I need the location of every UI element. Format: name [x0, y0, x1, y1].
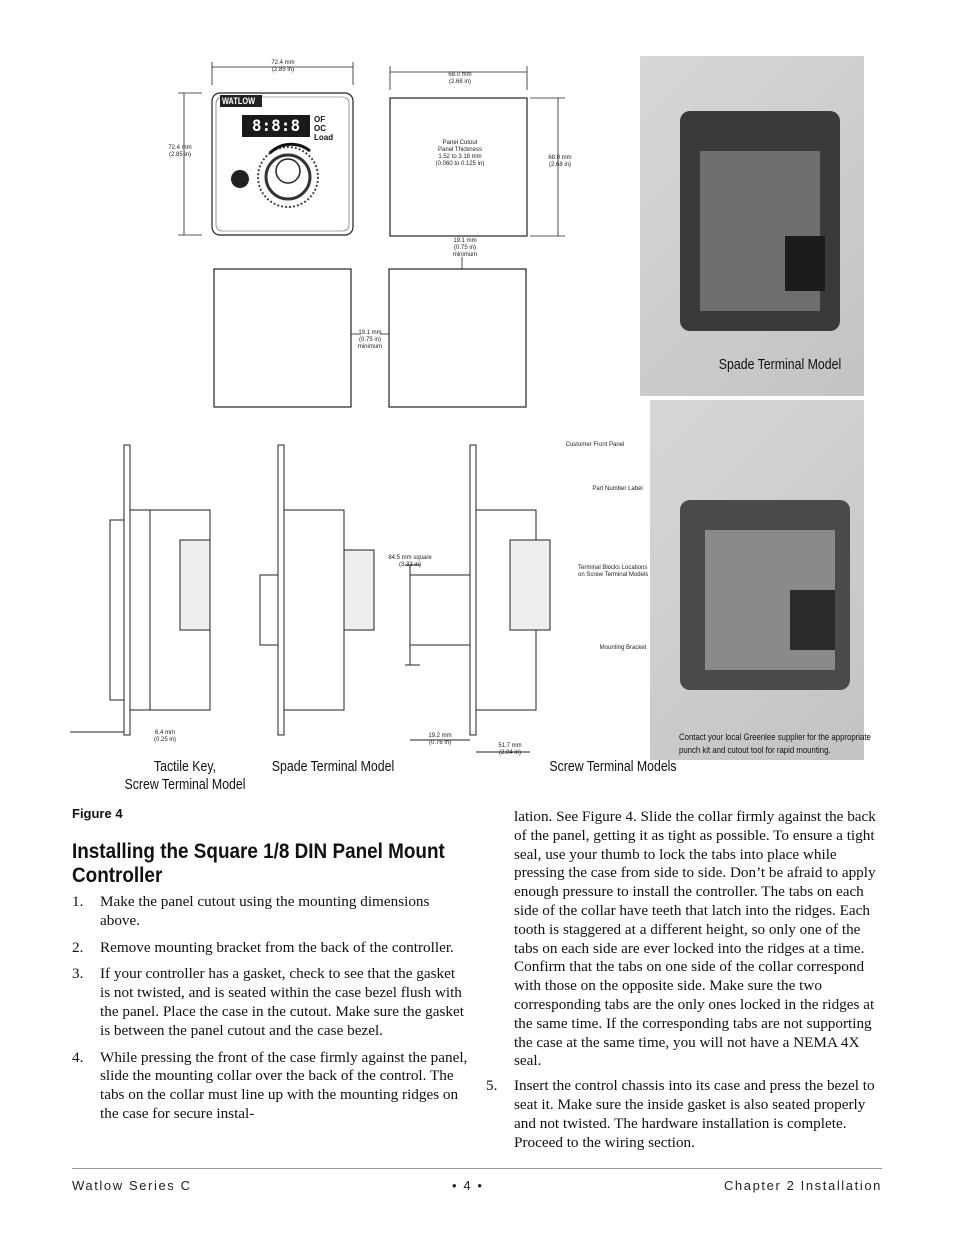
dim-min-spacing-horizontal: 19.1 mm (0.75 in) minimum	[357, 330, 383, 350]
spade-relay	[785, 236, 825, 291]
step-3-text: If your controller has a gasket, check to see that the gasket is not twisted, and is seated within the case bezel flush with the panel. Place the case in the cutout. Make sure the gasket is between the panel cutout and the case bezel.	[100, 965, 464, 1039]
caption-spade-side: Spade Terminal Model	[271, 759, 395, 775]
greenlee-note: Contact your local Greenlee supplier for the appropriate punch kit and cutout tool for rapid mounting.	[679, 732, 871, 756]
footer-right: Chapter 2 Installation	[723, 1178, 882, 1193]
dim-depth-19: 19.2 mm (0.76 in)	[428, 733, 452, 746]
dim-face-height: 72.4 mm (2.85 in)	[168, 145, 192, 158]
panel-cutout-note: Panel Cutout Panel Thickness 1.52 to 3.18 mm (0.060 to 0.125 in)	[435, 140, 485, 167]
step-1: 1. Make the panel cutout using the mounting dimensions above.	[72, 893, 430, 929]
dim-depth-51: 51.7 mm (2.04 in)	[498, 743, 522, 756]
callout-customer-front-panel: Customer Front Panel	[565, 442, 625, 448]
screw-relay	[790, 590, 835, 650]
caption-screw-models: Screw Terminal Models	[549, 759, 677, 775]
dim-tactile-depth: 6.4 mm (0.25 in)	[153, 730, 176, 743]
instructions-left-column	[72, 893, 468, 1132]
dim-min-spacing-vertical: 19.1 mm (0.75 in) minimum	[452, 238, 478, 258]
step-2: 2. Remove mounting bracket from the back of the controller.	[72, 938, 454, 956]
indicator-of: OF	[314, 115, 326, 124]
dim-cutout-width: 68.0 mm (2.68 in)	[448, 72, 472, 85]
step-3: 3. If your controller has a gasket, check to see that the gasket is not twisted, and is seated within the case bezel flush with the panel. Place the case in the cutout. Make sure the gasket is between the panel cutout and the case bezel.	[72, 965, 464, 1039]
indicator-oc: OC	[314, 124, 326, 133]
brand-logo: WATLOW	[222, 96, 256, 106]
footer-page-number: • 4 •	[452, 1178, 484, 1193]
instructions-right-column	[486, 808, 882, 1160]
footer-rule	[72, 1168, 882, 1169]
step-4: 4. While pressing the front of the case firmly against the panel, slide the mounting collar over the back of the control. The tabs on the collar must line up with the mounting ridges on the case for secure instal-	[72, 1048, 468, 1122]
callout-terminal-blocks: Terminal Blocks Locations on Screw Terminal Models	[578, 565, 649, 578]
dim-face-width: 72.4 mm (2.85 in)	[271, 60, 295, 73]
callout-part-number-label: Part Number Label	[592, 486, 643, 492]
step-1-text: Make the panel cutout using the mounting dimensions above.	[100, 893, 430, 929]
spade-terminal-photo	[640, 56, 864, 396]
step-2-text: Remove mounting bracket from the back of the controller.	[100, 938, 454, 956]
caption-spade-photo: Spade Terminal Model	[718, 357, 842, 373]
led-display: 8:8:8	[242, 115, 310, 137]
indicator-list	[314, 115, 333, 142]
step-5-text: Insert the control chassis into its case and press the bezel to seat it. Make sure the inside gasket is also seated properly and not twisted. The hardware installation is complete. Proceed to the wiring section.	[514, 1077, 875, 1151]
step-4-text-part1: While pressing the front of the case firmly against the panel, slide the mounting collar over the back of the control. The tabs on the collar must line up with the mounting ridges on the case for secure instal-	[100, 1048, 468, 1122]
footer-left: Watlow Series C	[72, 1178, 192, 1193]
indicator-load: Load	[314, 133, 334, 142]
dim-square-84: 84.5 mm square (3.33 in)	[388, 555, 432, 568]
step-4-text-continued: lation. See Figure 4. Slide the collar firmly against the back of the panel, getting it as tight as possible. To ensure a tight seal, use your thumb to lock the tabs into place while pressing the case from side to side. Don’t be afraid to apply enough pressure to install the controller. The tabs on each side of the collar have teeth that latch into the ridges. Each tooth is staggered at a different height, so only one of the tabs on each side are ever locked into the ridges at a time. Confirm that the tabs on one side of the collar correspond with those on the opposite side. Make sure the two corresponding tabs are the only ones locked in the ridges at the same time. If the corresponding tabs are not supporting the case at the same time, you will not have a NEMA 4X seal.	[514, 808, 876, 1070]
caption-tactile: Tactile Key, Screw Terminal Model	[124, 759, 246, 793]
step-5: 5. Insert the control chassis into its case and press the bezel to seat it. Make sure the inside gasket is also seated properly and not twisted. The hardware installation is complete. Proceed to the wiring section.	[486, 1077, 875, 1151]
section-title: Installing the Square 1/8 DIN Panel Mount Controller	[72, 840, 445, 887]
dim-cutout-height: 68.0 mm (2.68 in)	[548, 155, 572, 168]
side-view-drawings	[60, 440, 660, 770]
figure-label: Figure 4	[72, 806, 123, 821]
screw-terminal-photo	[650, 400, 864, 760]
callout-mounting-bracket: Mounting Bracket	[599, 645, 647, 651]
